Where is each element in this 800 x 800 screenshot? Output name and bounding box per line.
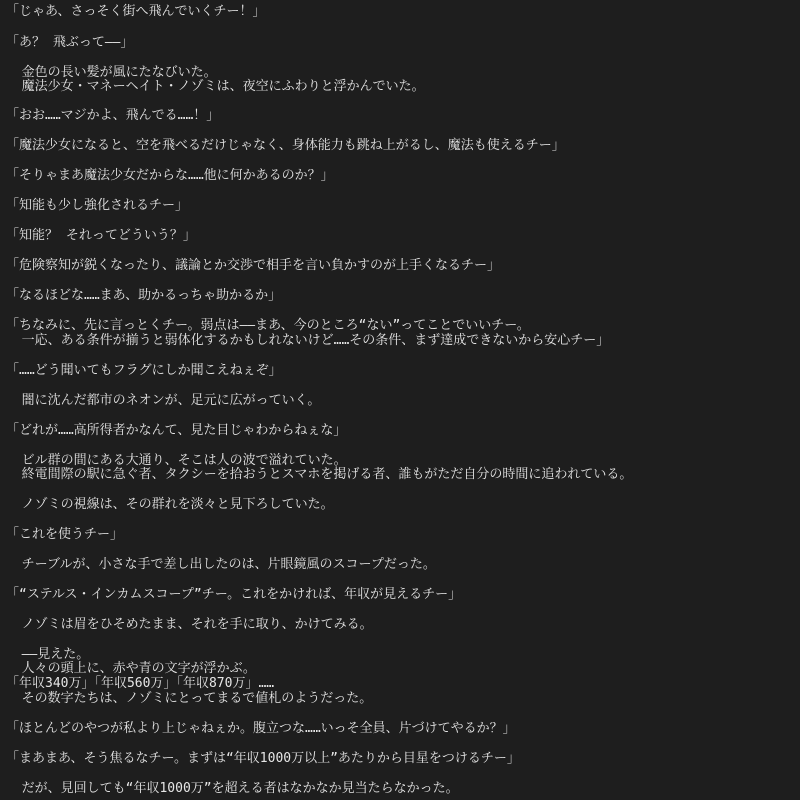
- text-line: 「“ステルス・インカムスコープ”チー。これをかければ、年収が見えるチー」: [6, 587, 462, 602]
- text-line: ——見えた。: [6, 647, 90, 662]
- text-line: 「どれが……高所得者かなんて、見た目じゃわからねぇな」: [6, 423, 347, 438]
- text-line: その数字たちは、ノゾミにとってまるで値札のようだった。: [6, 691, 373, 706]
- text-line: 終電間際の駅に急ぐ者、タクシーを拾おうとスマホを掲げる者、誰もがただ自分の時間に追われている。: [6, 467, 633, 482]
- text-line: 「危険察知が鋭くなったり、議論とか交渉で相手を言い負かすのが上手くなるチー」: [6, 258, 501, 273]
- text-line: 「……どう聞いてもフラグにしか聞こえねぇぞ」: [6, 363, 282, 378]
- text-line: ノゾミの視線は、その群れを淡々と見下ろしていた。: [6, 497, 334, 512]
- text-line: 「ほとんどのやつが私より上じゃねぇか。腹立つな……いっそ全員、片づけてやるか？」: [6, 721, 516, 736]
- text-line: 「知能も少し強化されるチー」: [6, 198, 189, 213]
- text-line: 闇に沈んだ都市のネオンが、足元に広がっていく。: [6, 393, 321, 408]
- text-line: 「あ？ 飛ぶって——」: [6, 35, 134, 50]
- text-line: 「まあまあ、そう焦るなチー。まずは“年収1000万以上”あたりから目星をつけるチー」: [6, 751, 520, 766]
- text-line: 「じゃあ、さっそく街へ飛んでいくチー！」: [6, 4, 266, 19]
- text-line: 「おお……マジかよ、飛んでる……！」: [6, 108, 220, 123]
- text-line: 「知能？ それってどういう？」: [6, 228, 196, 243]
- text-line: チーブルが、小さな手で差し出したのは、片眼鏡風のスコープだった。: [6, 557, 436, 572]
- text-line: 「これを使うチー」: [6, 527, 124, 542]
- text-line: 魔法少女・マネーヘイト・ノゾミは、夜空にふわりと浮かんでいた。: [6, 79, 425, 94]
- text-line: ビル群の間にある大通り、そこは人の波で溢れていた。: [6, 453, 347, 468]
- text-line: だが、見回しても“年収1000万”を超える者はなかなか見当たらなかった。: [6, 781, 459, 796]
- text-line: ノゾミは眉をひそめたまま、それを手に取り、かけてみる。: [6, 617, 373, 632]
- text-line: 「そりゃまあ魔法少女だからな……他に何かあるのか？」: [6, 168, 334, 183]
- text-line: 一応、ある条件が揃うと弱体化するかもしれないけど……その条件、まず達成できないから安心チー」: [6, 333, 610, 348]
- text-line: 金色の長い髪が風にたなびいた。: [6, 65, 217, 80]
- text-line: 人々の頭上に、赤や青の文字が浮かぶ。: [6, 661, 256, 676]
- text-line: 「なるほどな……まあ、助かるっちゃ助かるか」: [6, 288, 282, 303]
- text-line: 「ちなみに、先に言っとくチー。弱点は——まあ、今のところ“ない”ってことでいいチー。: [6, 318, 530, 333]
- text-line: 「年収340万」「年収560万」「年収870万」……: [6, 676, 275, 691]
- text-line: 「魔法少女になると、空を飛べるだけじゃなく、身体能力も跳ね上がるし、魔法も使えるチー」: [6, 138, 565, 153]
